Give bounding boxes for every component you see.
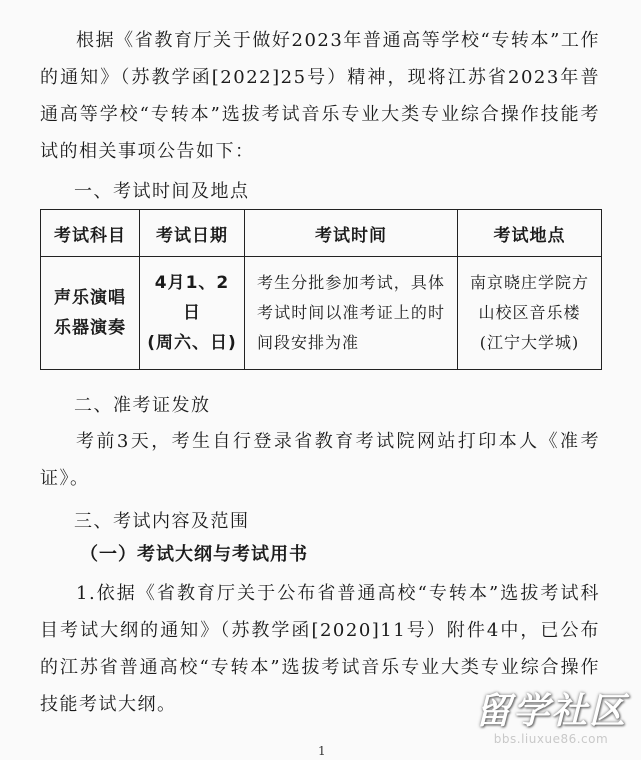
section3-subheading: （一）考试大纲与考试用书 — [80, 544, 308, 565]
watermark-logo: 留学社区 — [474, 691, 627, 732]
date-line-1: 4月1、2日 — [154, 273, 230, 323]
table-row — [41, 257, 602, 370]
date-line-2: (周六、日) — [147, 333, 237, 353]
page-number: 1 — [318, 744, 326, 758]
exam-schedule-table — [40, 209, 602, 370]
cell-location — [458, 257, 602, 370]
cell-time: 考生分批参加考试，具体考试时间以准考证上的时间段安排为准 — [245, 257, 458, 370]
section3-item1: 1.依据《省教育厅关于公布省普通高校“专转本”选拔考试科目考试大纲的通知》（苏教学函[2020]11号）附件4中，已公布的江苏省普通高校“专转本”选拔考试音乐专业大类专业综合操作技能考试大纲。 — [40, 583, 600, 715]
header-location: 考试地点 — [458, 210, 602, 257]
header-date: 考试日期 — [140, 210, 245, 257]
section3-heading: 三、考试内容及范围 — [74, 511, 250, 532]
header-time: 考试时间 — [245, 210, 458, 257]
site-watermark — [475, 692, 627, 746]
section2-heading: 二、准考证发放 — [74, 395, 211, 416]
cell-date — [140, 257, 245, 370]
subject-line-2: 乐器演奏 — [54, 318, 126, 338]
cell-subject — [41, 257, 140, 370]
subject-line-1: 声乐演唱 — [54, 288, 126, 308]
location-line-3: (江宁大学城) — [479, 333, 580, 352]
table-header-row — [41, 210, 602, 257]
section1-heading: 一、考试时间及地点 — [74, 181, 250, 202]
location-line-1: 南京晓庄学院方 — [469, 273, 589, 292]
header-subject: 考试科目 — [41, 210, 140, 257]
section2-body: 考前3天，考生自行登录省教育考试院网站打印本人《准考证》。 — [40, 431, 600, 489]
intro-paragraph: 根据《省教育厅关于做好2023年普通高等学校“专转本”工作的通知》（苏教学函[2022]25号）精神，现将江苏省2023年普通高等学校“专转本”选拔考试音乐专业大类专业综合操作技能考试的相关事项公告如下： — [40, 30, 600, 162]
watermark-url: bbs.liuxue86.com — [493, 732, 609, 746]
location-line-2: 山校区音乐楼 — [478, 303, 581, 322]
